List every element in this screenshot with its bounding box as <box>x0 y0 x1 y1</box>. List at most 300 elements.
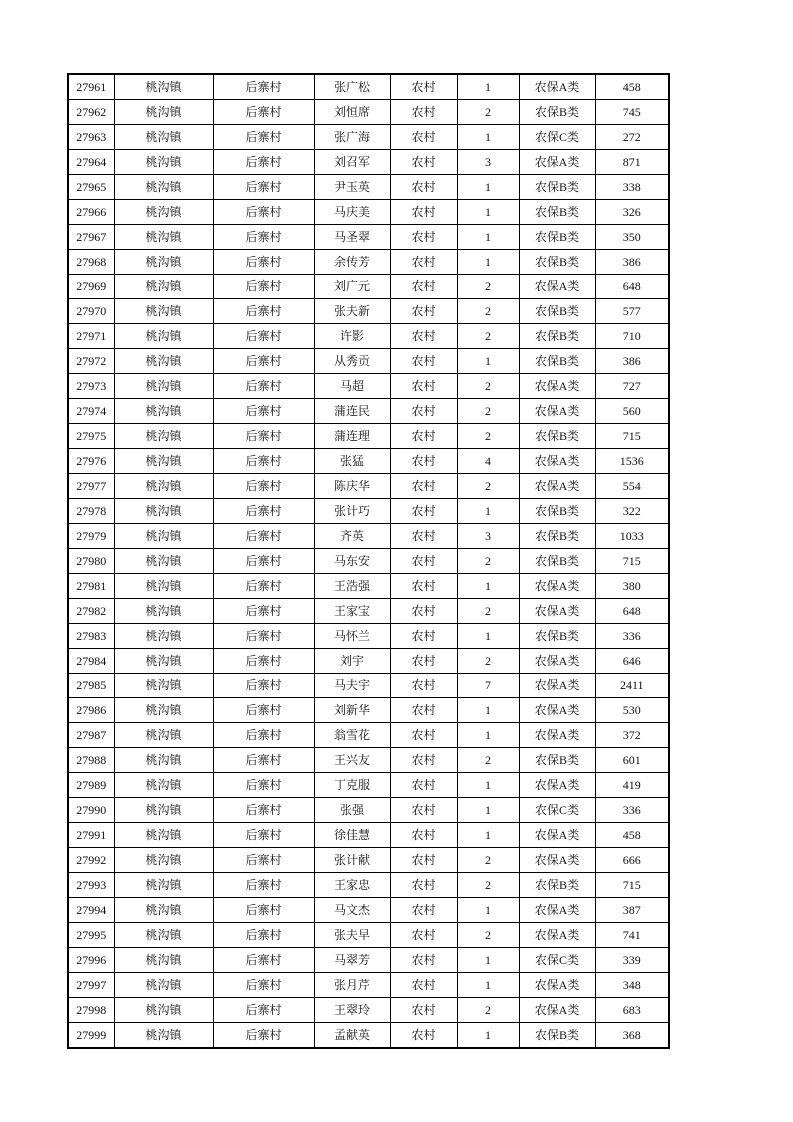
household-type-cell: 农村 <box>390 748 457 773</box>
record-id-cell: 27996 <box>68 947 114 972</box>
table-row <box>68 698 669 723</box>
table-row <box>68 249 669 274</box>
name-cell: 马文杰 <box>314 897 390 922</box>
household-type-cell: 农村 <box>390 224 457 249</box>
amount-cell: 2411 <box>595 673 669 698</box>
town-cell: 桃沟镇 <box>114 748 213 773</box>
household-type-cell: 农村 <box>390 623 457 648</box>
town-cell: 桃沟镇 <box>114 972 213 997</box>
insurance-category-cell: 农保B类 <box>519 498 595 523</box>
amount-cell: 648 <box>595 598 669 623</box>
table-row <box>68 474 669 499</box>
family-size-cell: 2 <box>457 748 519 773</box>
town-cell: 桃沟镇 <box>114 199 213 224</box>
insurance-category-cell: 农保B类 <box>519 224 595 249</box>
table-row <box>68 174 669 199</box>
insurance-category-cell: 农保B类 <box>519 523 595 548</box>
name-cell: 蒲连理 <box>314 424 390 449</box>
household-type-cell: 农村 <box>390 199 457 224</box>
village-cell: 后寨村 <box>213 1022 314 1047</box>
record-id-cell: 27971 <box>68 324 114 349</box>
amount-cell: 338 <box>595 174 669 199</box>
table-row <box>68 848 669 873</box>
record-id-cell: 27981 <box>68 573 114 598</box>
town-cell: 桃沟镇 <box>114 474 213 499</box>
amount-cell: 871 <box>595 149 669 174</box>
record-id-cell: 27964 <box>68 149 114 174</box>
household-type-cell: 农村 <box>390 498 457 523</box>
household-type-cell: 农村 <box>390 249 457 274</box>
insurance-category-cell: 农保B类 <box>519 424 595 449</box>
family-size-cell: 1 <box>457 823 519 848</box>
table-row <box>68 573 669 598</box>
table-row <box>68 648 669 673</box>
record-id-cell: 27975 <box>68 424 114 449</box>
amount-cell: 577 <box>595 299 669 324</box>
household-type-cell: 农村 <box>390 548 457 573</box>
village-cell: 后寨村 <box>213 947 314 972</box>
insurance-category-cell: 农保B类 <box>519 1022 595 1047</box>
insurance-category-cell: 农保A类 <box>519 897 595 922</box>
name-cell: 翁雪花 <box>314 723 390 748</box>
insurance-category-cell: 农保B类 <box>519 324 595 349</box>
record-id-cell: 27990 <box>68 798 114 823</box>
record-id-cell: 27962 <box>68 99 114 124</box>
record-id-cell: 27973 <box>68 374 114 399</box>
household-type-cell: 农村 <box>390 174 457 199</box>
table-row <box>68 823 669 848</box>
household-type-cell: 农村 <box>390 424 457 449</box>
amount-cell: 372 <box>595 723 669 748</box>
amount-cell: 530 <box>595 698 669 723</box>
table-row <box>68 124 669 149</box>
insurance-category-cell: 农保A类 <box>519 399 595 424</box>
amount-cell: 272 <box>595 124 669 149</box>
household-type-cell: 农村 <box>390 124 457 149</box>
village-cell: 后寨村 <box>213 174 314 199</box>
town-cell: 桃沟镇 <box>114 374 213 399</box>
town-cell: 桃沟镇 <box>114 523 213 548</box>
records-table <box>67 73 670 1049</box>
amount-cell: 458 <box>595 823 669 848</box>
town-cell: 桃沟镇 <box>114 299 213 324</box>
insurance-category-cell: 农保A类 <box>519 149 595 174</box>
name-cell: 刘宇 <box>314 648 390 673</box>
name-cell: 王家宝 <box>314 598 390 623</box>
amount-cell: 380 <box>595 573 669 598</box>
amount-cell: 554 <box>595 474 669 499</box>
household-type-cell: 农村 <box>390 399 457 424</box>
town-cell: 桃沟镇 <box>114 124 213 149</box>
village-cell: 后寨村 <box>213 523 314 548</box>
town-cell: 桃沟镇 <box>114 349 213 374</box>
household-type-cell: 农村 <box>390 972 457 997</box>
household-type-cell: 农村 <box>390 523 457 548</box>
village-cell: 后寨村 <box>213 199 314 224</box>
household-type-cell: 农村 <box>390 474 457 499</box>
amount-cell: 1033 <box>595 523 669 548</box>
household-type-cell: 农村 <box>390 349 457 374</box>
family-size-cell: 1 <box>457 623 519 648</box>
table-row <box>68 673 669 698</box>
insurance-category-cell: 农保A类 <box>519 848 595 873</box>
record-id-cell: 27965 <box>68 174 114 199</box>
insurance-category-cell: 农保A类 <box>519 374 595 399</box>
village-cell: 后寨村 <box>213 424 314 449</box>
insurance-category-cell: 农保A类 <box>519 648 595 673</box>
record-id-cell: 27977 <box>68 474 114 499</box>
village-cell: 后寨村 <box>213 922 314 947</box>
household-type-cell: 农村 <box>390 723 457 748</box>
insurance-category-cell: 农保A类 <box>519 972 595 997</box>
town-cell: 桃沟镇 <box>114 1022 213 1047</box>
table-row <box>68 149 669 174</box>
family-size-cell: 1 <box>457 174 519 199</box>
insurance-category-cell: 农保A类 <box>519 598 595 623</box>
name-cell: 尹玉英 <box>314 174 390 199</box>
amount-cell: 715 <box>595 548 669 573</box>
household-type-cell: 农村 <box>390 673 457 698</box>
family-size-cell: 2 <box>457 324 519 349</box>
insurance-category-cell: 农保B类 <box>519 873 595 898</box>
name-cell: 徐佳慧 <box>314 823 390 848</box>
town-cell: 桃沟镇 <box>114 324 213 349</box>
insurance-category-cell: 农保B类 <box>519 748 595 773</box>
household-type-cell: 农村 <box>390 848 457 873</box>
village-cell: 后寨村 <box>213 498 314 523</box>
village-cell: 后寨村 <box>213 873 314 898</box>
household-type-cell: 农村 <box>390 947 457 972</box>
record-id-cell: 27987 <box>68 723 114 748</box>
village-cell: 后寨村 <box>213 124 314 149</box>
table-row <box>68 399 669 424</box>
record-id-cell: 27999 <box>68 1022 114 1047</box>
name-cell: 张猛 <box>314 449 390 474</box>
town-cell: 桃沟镇 <box>114 823 213 848</box>
family-size-cell: 1 <box>457 249 519 274</box>
town-cell: 桃沟镇 <box>114 174 213 199</box>
table-row <box>68 449 669 474</box>
name-cell: 张强 <box>314 798 390 823</box>
record-id-cell: 27994 <box>68 897 114 922</box>
town-cell: 桃沟镇 <box>114 773 213 798</box>
amount-cell: 1536 <box>595 449 669 474</box>
name-cell: 余传芳 <box>314 249 390 274</box>
insurance-category-cell: 农保C类 <box>519 798 595 823</box>
insurance-category-cell: 农保B类 <box>519 249 595 274</box>
table-row <box>68 349 669 374</box>
name-cell: 马超 <box>314 374 390 399</box>
household-type-cell: 农村 <box>390 324 457 349</box>
table-row <box>68 748 669 773</box>
insurance-category-cell: 农保C类 <box>519 947 595 972</box>
town-cell: 桃沟镇 <box>114 74 213 99</box>
family-size-cell: 1 <box>457 349 519 374</box>
village-cell: 后寨村 <box>213 299 314 324</box>
village-cell: 后寨村 <box>213 274 314 299</box>
amount-cell: 646 <box>595 648 669 673</box>
name-cell: 王兴友 <box>314 748 390 773</box>
name-cell: 张广松 <box>314 74 390 99</box>
household-type-cell: 农村 <box>390 922 457 947</box>
record-id-cell: 27984 <box>68 648 114 673</box>
record-id-cell: 27978 <box>68 498 114 523</box>
town-cell: 桃沟镇 <box>114 798 213 823</box>
record-id-cell: 27998 <box>68 997 114 1022</box>
insurance-category-cell: 农保A类 <box>519 823 595 848</box>
family-size-cell: 1 <box>457 947 519 972</box>
family-size-cell: 2 <box>457 374 519 399</box>
record-id-cell: 27997 <box>68 972 114 997</box>
household-type-cell: 农村 <box>390 449 457 474</box>
record-id-cell: 27980 <box>68 548 114 573</box>
record-id-cell: 27989 <box>68 773 114 798</box>
family-size-cell: 1 <box>457 972 519 997</box>
village-cell: 后寨村 <box>213 673 314 698</box>
amount-cell: 368 <box>595 1022 669 1047</box>
family-size-cell: 1 <box>457 199 519 224</box>
family-size-cell: 2 <box>457 474 519 499</box>
record-id-cell: 27995 <box>68 922 114 947</box>
amount-cell: 741 <box>595 922 669 947</box>
insurance-category-cell: 农保B类 <box>519 548 595 573</box>
amount-cell: 648 <box>595 274 669 299</box>
amount-cell: 560 <box>595 399 669 424</box>
insurance-category-cell: 农保B类 <box>519 349 595 374</box>
town-cell: 桃沟镇 <box>114 149 213 174</box>
record-id-cell: 27985 <box>68 673 114 698</box>
table-row <box>68 997 669 1022</box>
town-cell: 桃沟镇 <box>114 498 213 523</box>
amount-cell: 348 <box>595 972 669 997</box>
village-cell: 后寨村 <box>213 224 314 249</box>
family-size-cell: 2 <box>457 399 519 424</box>
record-id-cell: 27988 <box>68 748 114 773</box>
insurance-category-cell: 农保A类 <box>519 474 595 499</box>
family-size-cell: 3 <box>457 149 519 174</box>
family-size-cell: 1 <box>457 573 519 598</box>
insurance-category-cell: 农保A类 <box>519 997 595 1022</box>
household-type-cell: 农村 <box>390 74 457 99</box>
amount-cell: 339 <box>595 947 669 972</box>
name-cell: 张夫新 <box>314 299 390 324</box>
household-type-cell: 农村 <box>390 149 457 174</box>
amount-cell: 326 <box>595 199 669 224</box>
family-size-cell: 1 <box>457 224 519 249</box>
village-cell: 后寨村 <box>213 723 314 748</box>
amount-cell: 386 <box>595 349 669 374</box>
insurance-category-cell: 农保A类 <box>519 673 595 698</box>
household-type-cell: 农村 <box>390 873 457 898</box>
town-cell: 桃沟镇 <box>114 648 213 673</box>
village-cell: 后寨村 <box>213 449 314 474</box>
village-cell: 后寨村 <box>213 997 314 1022</box>
town-cell: 桃沟镇 <box>114 723 213 748</box>
amount-cell: 727 <box>595 374 669 399</box>
village-cell: 后寨村 <box>213 374 314 399</box>
record-id-cell: 27976 <box>68 449 114 474</box>
town-cell: 桃沟镇 <box>114 897 213 922</box>
amount-cell: 745 <box>595 99 669 124</box>
record-id-cell: 27991 <box>68 823 114 848</box>
table-row <box>68 424 669 449</box>
family-size-cell: 3 <box>457 523 519 548</box>
table-row <box>68 598 669 623</box>
table-row <box>68 897 669 922</box>
record-id-cell: 27966 <box>68 199 114 224</box>
table-row <box>68 548 669 573</box>
amount-cell: 715 <box>595 424 669 449</box>
name-cell: 马怀兰 <box>314 623 390 648</box>
table-row <box>68 523 669 548</box>
table-row <box>68 798 669 823</box>
insurance-category-cell: 农保B类 <box>519 99 595 124</box>
family-size-cell: 2 <box>457 648 519 673</box>
record-id-cell: 27982 <box>68 598 114 623</box>
town-cell: 桃沟镇 <box>114 399 213 424</box>
family-size-cell: 2 <box>457 598 519 623</box>
name-cell: 许影 <box>314 324 390 349</box>
amount-cell: 458 <box>595 74 669 99</box>
name-cell: 刘新华 <box>314 698 390 723</box>
record-id-cell: 27961 <box>68 74 114 99</box>
town-cell: 桃沟镇 <box>114 548 213 573</box>
family-size-cell: 2 <box>457 873 519 898</box>
insurance-category-cell: 农保B类 <box>519 199 595 224</box>
amount-cell: 386 <box>595 249 669 274</box>
name-cell: 马圣翠 <box>314 224 390 249</box>
town-cell: 桃沟镇 <box>114 623 213 648</box>
insurance-category-cell: 农保A类 <box>519 573 595 598</box>
household-type-cell: 农村 <box>390 274 457 299</box>
town-cell: 桃沟镇 <box>114 873 213 898</box>
village-cell: 后寨村 <box>213 74 314 99</box>
village-cell: 后寨村 <box>213 823 314 848</box>
name-cell: 张计献 <box>314 848 390 873</box>
amount-cell: 387 <box>595 897 669 922</box>
table-row <box>68 773 669 798</box>
family-size-cell: 2 <box>457 424 519 449</box>
village-cell: 后寨村 <box>213 349 314 374</box>
table-row <box>68 972 669 997</box>
name-cell: 马庆美 <box>314 199 390 224</box>
amount-cell: 683 <box>595 997 669 1022</box>
town-cell: 桃沟镇 <box>114 249 213 274</box>
name-cell: 王浩强 <box>314 573 390 598</box>
name-cell: 孟献英 <box>314 1022 390 1047</box>
name-cell: 齐英 <box>314 523 390 548</box>
village-cell: 后寨村 <box>213 249 314 274</box>
family-size-cell: 1 <box>457 498 519 523</box>
family-size-cell: 2 <box>457 274 519 299</box>
family-size-cell: 1 <box>457 723 519 748</box>
insurance-category-cell: 农保B类 <box>519 299 595 324</box>
insurance-category-cell: 农保A类 <box>519 449 595 474</box>
household-type-cell: 农村 <box>390 648 457 673</box>
family-size-cell: 2 <box>457 299 519 324</box>
record-id-cell: 27992 <box>68 848 114 873</box>
town-cell: 桃沟镇 <box>114 274 213 299</box>
name-cell: 从秀贡 <box>314 349 390 374</box>
table-row <box>68 324 669 349</box>
town-cell: 桃沟镇 <box>114 573 213 598</box>
insurance-category-cell: 农保A类 <box>519 723 595 748</box>
name-cell: 张月芹 <box>314 972 390 997</box>
record-id-cell: 27983 <box>68 623 114 648</box>
name-cell: 刘广元 <box>314 274 390 299</box>
name-cell: 王翠玲 <box>314 997 390 1022</box>
town-cell: 桃沟镇 <box>114 848 213 873</box>
village-cell: 后寨村 <box>213 598 314 623</box>
village-cell: 后寨村 <box>213 798 314 823</box>
village-cell: 后寨村 <box>213 324 314 349</box>
record-id-cell: 27967 <box>68 224 114 249</box>
family-size-cell: 1 <box>457 1022 519 1047</box>
town-cell: 桃沟镇 <box>114 424 213 449</box>
table-row <box>68 873 669 898</box>
town-cell: 桃沟镇 <box>114 673 213 698</box>
village-cell: 后寨村 <box>213 848 314 873</box>
record-id-cell: 27969 <box>68 274 114 299</box>
name-cell: 张夫早 <box>314 922 390 947</box>
town-cell: 桃沟镇 <box>114 947 213 972</box>
insurance-category-cell: 农保A类 <box>519 274 595 299</box>
amount-cell: 715 <box>595 873 669 898</box>
table-row <box>68 723 669 748</box>
amount-cell: 322 <box>595 498 669 523</box>
name-cell: 张广海 <box>314 124 390 149</box>
name-cell: 刘恒席 <box>314 99 390 124</box>
household-type-cell: 农村 <box>390 99 457 124</box>
family-size-cell: 1 <box>457 124 519 149</box>
table-row <box>68 374 669 399</box>
table-row <box>68 498 669 523</box>
family-size-cell: 1 <box>457 897 519 922</box>
table-row <box>68 224 669 249</box>
table-row <box>68 922 669 947</box>
amount-cell: 350 <box>595 224 669 249</box>
household-type-cell: 农村 <box>390 299 457 324</box>
insurance-category-cell: 农保C类 <box>519 124 595 149</box>
name-cell: 王家忠 <box>314 873 390 898</box>
table-row <box>68 274 669 299</box>
town-cell: 桃沟镇 <box>114 449 213 474</box>
insurance-category-cell: 农保B类 <box>519 174 595 199</box>
table-row <box>68 299 669 324</box>
village-cell: 后寨村 <box>213 149 314 174</box>
village-cell: 后寨村 <box>213 474 314 499</box>
household-type-cell: 农村 <box>390 798 457 823</box>
household-type-cell: 农村 <box>390 1022 457 1047</box>
village-cell: 后寨村 <box>213 399 314 424</box>
record-id-cell: 27972 <box>68 349 114 374</box>
name-cell: 马夫宇 <box>314 673 390 698</box>
household-type-cell: 农村 <box>390 598 457 623</box>
village-cell: 后寨村 <box>213 548 314 573</box>
name-cell: 马翠芳 <box>314 947 390 972</box>
family-size-cell: 1 <box>457 74 519 99</box>
amount-cell: 419 <box>595 773 669 798</box>
household-type-cell: 农村 <box>390 997 457 1022</box>
family-size-cell: 1 <box>457 798 519 823</box>
household-type-cell: 农村 <box>390 823 457 848</box>
village-cell: 后寨村 <box>213 897 314 922</box>
amount-cell: 666 <box>595 848 669 873</box>
village-cell: 后寨村 <box>213 773 314 798</box>
family-size-cell: 2 <box>457 548 519 573</box>
family-size-cell: 2 <box>457 99 519 124</box>
table-row <box>68 199 669 224</box>
